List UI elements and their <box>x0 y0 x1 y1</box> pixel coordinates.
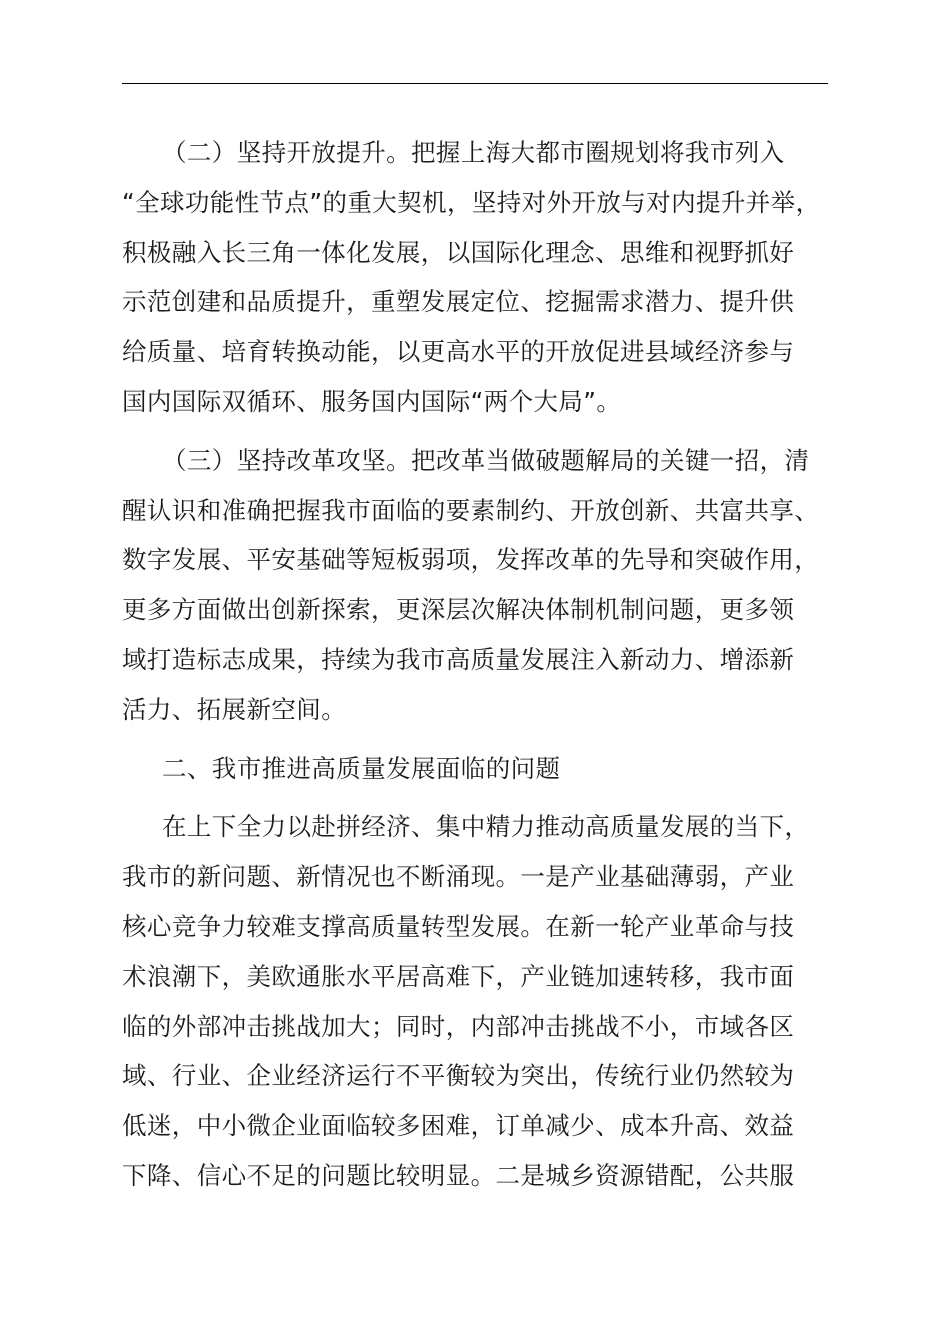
paragraph-insist-opening <box>122 128 832 427</box>
paragraph-problems <box>122 802 832 1200</box>
text-line: 更多方面做出创新探索，更深层次解决体制机制问题，更多领 <box>122 595 795 625</box>
text-line: 术浪潮下，美欧通胀水平居高难下，产业链加速转移，我市面 <box>122 961 795 991</box>
text-line: 域打造标志成果，持续为我市高质量发展注入新动力、增添新 <box>122 644 795 674</box>
text-line: “全球功能性节点”的重大契机，坚持对外开放与对内提升并举， <box>122 187 821 217</box>
text-line: 临的外部冲击挑战加大；同时，内部冲击挑战不小，市域各区 <box>122 1011 795 1041</box>
text-line: 域、行业、企业经济运行不平衡较为突出，传统行业仍然较为 <box>122 1061 795 1091</box>
text-line: 数字发展、平安基础等短板弱项，发挥改革的先导和突破作用， <box>122 545 820 575</box>
text-line: 低迷，中小微企业面临较多困难，订单减少、成本升高、效益 <box>122 1111 795 1141</box>
text-line: 国内国际双循环、服务国内国际“两个大局”。 <box>122 386 622 416</box>
text-line: 给质量、培育转换动能，以更高水平的开放促进县域经济参与 <box>122 337 795 367</box>
text-line: 我市的新问题、新情况也不断涌现。一是产业基础薄弱，产业 <box>122 862 795 892</box>
text-line: 积极融入长三角一体化发展，以国际化理念、思维和视野抓好 <box>122 237 795 267</box>
text-line: 下降、信心不足的问题比较明显。二是城乡资源错配，公共服 <box>122 1160 795 1190</box>
section-heading-problems <box>122 744 832 794</box>
text-line: 在上下全力以赴拼经济、集中精力推动高质量发展的当下， <box>162 812 810 842</box>
text-line: 示范创建和品质提升，重塑发展定位、挖掘需求潜力、提升供 <box>122 287 795 317</box>
text-line: （三）坚持改革攻坚。把改革当做破题解局的关键一招，清 <box>162 445 810 475</box>
text-line: （二）坚持开放提升。把握上海大都市圈规划将我市列入 <box>162 138 785 167</box>
text-line: 活力、拓展新空间。 <box>122 694 347 724</box>
document-body <box>122 128 832 1210</box>
text-line: 醒认识和准确把握我市面临的要素制约、开放创新、共富共享、 <box>122 495 820 525</box>
paragraph-insist-reform <box>122 436 832 735</box>
text-line: 核心竞争力较难支撑高质量转型发展。在新一轮产业革命与技 <box>122 911 795 941</box>
section-heading-text: 二、我市推进高质量发展面临的问题 <box>162 753 561 783</box>
header-rule <box>122 83 828 84</box>
